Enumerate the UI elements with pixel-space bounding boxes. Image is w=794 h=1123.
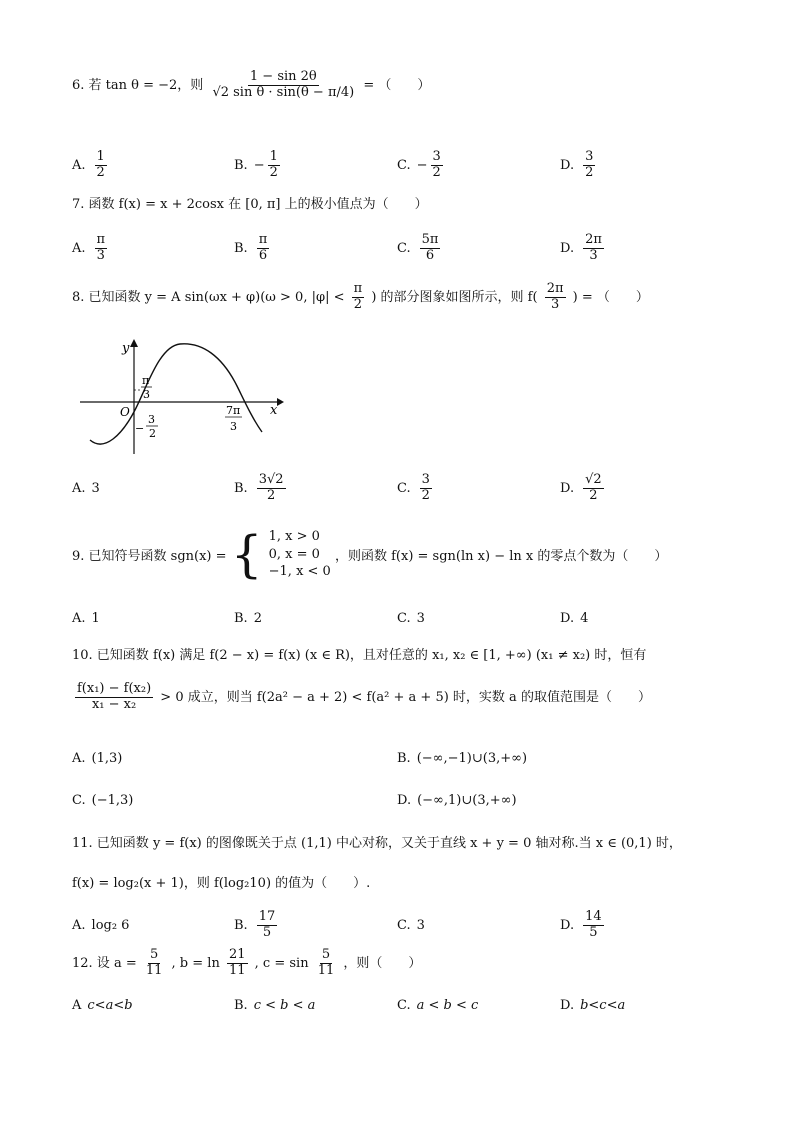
q12-b-text: , b = ln [171, 955, 220, 971]
q9-option-c[interactable] [397, 598, 425, 638]
q10-line-2-suffix: > 0 成立，则当 f(2a² − a + 2) < f(a² + a + 5) 时，实数 a 的取值范围是（ ） [160, 689, 651, 705]
q8-sine-graph [72, 334, 292, 458]
question-10-line-1 [72, 644, 772, 663]
option-numerator: π [96, 231, 106, 247]
option-numerator: 1 [96, 148, 105, 164]
q9-case-negative: −1, x < 0 [268, 564, 331, 580]
option-label: A. [72, 480, 86, 496]
option-text: b<c<a [580, 997, 626, 1013]
q9-stem-suffix: ，则函数 f(x) = sgn(ln x) − ln x 的零点个数为（ ） [334, 548, 668, 564]
q7-options [72, 228, 732, 268]
q10-options-row-1 [72, 738, 732, 778]
option-label: A [72, 997, 82, 1013]
option-label: D. [397, 792, 412, 808]
option-text: 4 [580, 610, 589, 626]
q12-stem-prefix: 12. 设 a = [72, 955, 137, 971]
q9-case-positive: 1, x > 0 [268, 529, 320, 544]
question-12 [72, 948, 772, 979]
option-numerator: 5π [421, 231, 439, 247]
tick-top-denominator: 3 [143, 388, 150, 401]
q8-options [72, 468, 732, 508]
option-label: B. [234, 610, 248, 626]
option-numerator: 3 [421, 471, 430, 487]
option-numerator: 2π [585, 231, 602, 247]
option-text: a < b < c [416, 997, 479, 1013]
option-label: D. [560, 610, 575, 626]
q6-fraction-numerator: 1 − sin 2θ [249, 69, 317, 84]
option-text: (−∞,−1)∪(3,+∞) [416, 750, 528, 766]
q10-option-d[interactable] [397, 780, 517, 820]
q11-option-b[interactable] [234, 905, 280, 945]
question-8 [72, 282, 732, 313]
q8-f-arg-numerator: 2π [546, 281, 564, 296]
tick-top-numerator: π [142, 374, 150, 387]
x-axis-label: x [270, 403, 278, 418]
option-sign: − [416, 157, 428, 173]
q8-option-c[interactable] [397, 468, 435, 508]
option-numerator: 17 [258, 908, 276, 924]
option-label: B. [397, 750, 411, 766]
option-label: A. [72, 157, 86, 173]
q12-b-numerator: 21 [228, 947, 246, 962]
q6-option-a[interactable] [72, 145, 110, 185]
q8-option-a[interactable] [72, 468, 100, 508]
q10-fraction-numerator: f(x₁) − f(x₂) [77, 681, 152, 696]
option-numerator: 1 [269, 148, 278, 164]
q7-stem: 7. 函数 f(x) = x + 2cosx 在 [0, π] 上的极小值点为（ ） [72, 197, 428, 212]
option-numerator: 3 [432, 148, 441, 164]
origin-label: O [120, 405, 130, 419]
option-label: A. [72, 240, 86, 256]
q9-option-a[interactable] [72, 598, 100, 638]
q8-phi-bound-numerator: π [353, 281, 363, 296]
option-label: A. [72, 750, 86, 766]
option-label: D. [560, 157, 575, 173]
option-text: (−∞,1)∪(3,+∞) [417, 792, 517, 808]
q12-c-denominator: 11 [317, 962, 335, 978]
option-text: 3 [416, 917, 425, 933]
option-label: B. [234, 997, 248, 1013]
x-axis-arrow-icon [277, 398, 284, 406]
q7-option-b[interactable] [234, 228, 272, 268]
option-label: B. [234, 240, 248, 256]
q8-stem-prefix: 8. 已知函数 y = A sin(ωx + φ)(ω > 0, |φ| < [72, 289, 345, 305]
option-label: B. [234, 480, 248, 496]
q9-brace-icon: { [230, 525, 263, 584]
option-text: 1 [91, 610, 100, 626]
q8-stem-mid: ) 的部分图象如图所示，则 f( [371, 289, 538, 305]
tick-bottom-numerator: 3 [148, 413, 155, 426]
question-7 [72, 195, 732, 216]
q9-option-d[interactable] [560, 598, 588, 638]
tick-bottom-sign: − [135, 422, 145, 435]
option-denominator: 3 [589, 247, 598, 263]
option-label: B. [234, 917, 248, 933]
option-label: D. [560, 997, 575, 1013]
q7-option-d[interactable] [560, 228, 607, 268]
q11-option-a[interactable] [72, 905, 129, 945]
option-text: (1,3) [91, 750, 123, 766]
tick-x-denominator: 3 [230, 420, 237, 433]
q12-a-denominator: 11 [145, 962, 163, 978]
option-denominator: 5 [262, 924, 272, 940]
option-label: D. [560, 480, 575, 496]
q10-option-c[interactable] [72, 780, 133, 820]
option-label: C. [397, 917, 411, 933]
q6-option-c[interactable] [397, 145, 446, 185]
option-label: C. [397, 997, 411, 1013]
option-text: 3 [416, 610, 425, 626]
q10-options-row-2 [72, 780, 732, 820]
option-text: 3 [91, 480, 100, 496]
q11-line-1: 11. 已知函数 y = f(x) 的图像既关于点 (1,1) 中心对称，又关于直线 x + y = 0 轴对称.当 x ∈ (0,1) 时， [72, 836, 682, 851]
option-numerator: 3√2 [258, 471, 284, 487]
q11-options [72, 905, 732, 945]
option-denominator: 3 [96, 247, 105, 263]
q12-option-a[interactable] [72, 985, 133, 1025]
question-11-line-1 [72, 832, 772, 851]
q6-options [72, 145, 732, 185]
q6-option-b[interactable] [234, 145, 283, 185]
q7-option-c[interactable] [397, 228, 443, 268]
q12-c-numerator: 5 [321, 947, 331, 962]
option-label: B. [234, 157, 248, 173]
option-denominator: 2 [589, 487, 598, 503]
q6-stem-suffix: = （ ） [363, 77, 431, 93]
tick-bottom-denominator: 2 [149, 427, 156, 440]
option-denominator: 5 [589, 924, 598, 940]
q12-c-text: , c = sin [254, 955, 309, 971]
q9-case-zero: 0, x = 0 [268, 546, 320, 562]
option-numerator: 3 [585, 148, 594, 164]
option-numerator: 14 [585, 908, 602, 924]
option-text: 2 [253, 610, 262, 626]
question-9 [72, 525, 772, 584]
option-denominator: 6 [258, 247, 268, 263]
option-denominator: 2 [421, 487, 430, 503]
q11-option-c[interactable] [397, 905, 425, 945]
q10-fraction-denominator: x₁ − x₂ [91, 696, 137, 712]
q12-b-denominator: 11 [228, 962, 246, 978]
q12-a-numerator: 5 [149, 947, 159, 962]
question-6 [72, 70, 732, 101]
question-11-line-2 [72, 872, 772, 891]
option-label: C. [397, 610, 411, 626]
option-denominator: 6 [425, 247, 435, 263]
q11-option-d[interactable] [560, 905, 607, 945]
y-axis-label: y [122, 341, 130, 356]
option-denominator: 2 [432, 164, 441, 180]
q8-f-arg-denominator: 3 [550, 296, 560, 312]
option-label: A. [72, 610, 86, 626]
q12-option-c[interactable] [397, 985, 478, 1025]
option-numerator: √2 [585, 471, 602, 487]
q9-stem-prefix: 9. 已知符号函数 sgn(x) = [72, 548, 227, 564]
option-label: C. [397, 240, 411, 256]
q12-option-d[interactable] [560, 985, 625, 1025]
y-axis-arrow-icon [130, 339, 138, 347]
q8-stem-suffix: ) = （ ） [572, 289, 649, 305]
q6-option-d[interactable] [560, 145, 598, 185]
q6-expression-fraction [210, 70, 356, 101]
q8-option-b[interactable] [234, 468, 289, 508]
q6-fraction-denominator: √2 sin θ · sin(θ − π/4) [212, 84, 355, 100]
q9-options [72, 598, 732, 638]
q12-options [72, 985, 732, 1025]
option-label: C. [397, 480, 411, 496]
q9-cases [269, 528, 331, 581]
q8-phi-bound-denominator: 2 [353, 296, 363, 312]
tick-x-numerator: 7π [226, 404, 241, 417]
question-10-line-2 [72, 682, 772, 713]
q12-stem-suffix: ，则（ ） [343, 955, 422, 971]
q11-line-2: f(x) = log₂(x + 1)，则 f(log₂10) 的值为（ ）. [72, 876, 371, 891]
q7-option-a[interactable] [72, 228, 110, 268]
q8-option-d[interactable] [560, 468, 607, 508]
option-label: D. [560, 240, 575, 256]
q6-stem-prefix: 6. 若 tan θ = −2，则 [72, 77, 204, 93]
option-label: D. [560, 917, 575, 933]
option-denominator: 2 [96, 164, 105, 180]
option-denominator: 2 [585, 164, 594, 180]
option-sign: − [253, 157, 265, 173]
option-text: log₂ 6 [91, 917, 130, 933]
q10-difference-quotient [75, 682, 153, 713]
option-label: C. [397, 157, 411, 173]
q10-option-a[interactable] [72, 738, 122, 778]
q10-option-b[interactable] [397, 738, 527, 778]
q9-option-b[interactable] [234, 598, 262, 638]
option-label: C. [72, 792, 86, 808]
option-text: c<a<b [87, 997, 133, 1013]
option-denominator: 2 [266, 487, 276, 503]
option-text: c < b < a [253, 997, 316, 1013]
option-denominator: 2 [269, 164, 278, 180]
option-label: A. [72, 917, 86, 933]
q12-option-b[interactable] [234, 985, 315, 1025]
option-numerator: π [258, 231, 268, 247]
q10-line-1: 10. 已知函数 f(x) 满足 f(2 − x) = f(x) (x ∈ R)，且对任意的 x₁, x₂ ∈ [1, +∞) (x₁ ≠ x₂) 时，恒有 [72, 648, 647, 663]
option-text: (−1,3) [91, 792, 134, 808]
